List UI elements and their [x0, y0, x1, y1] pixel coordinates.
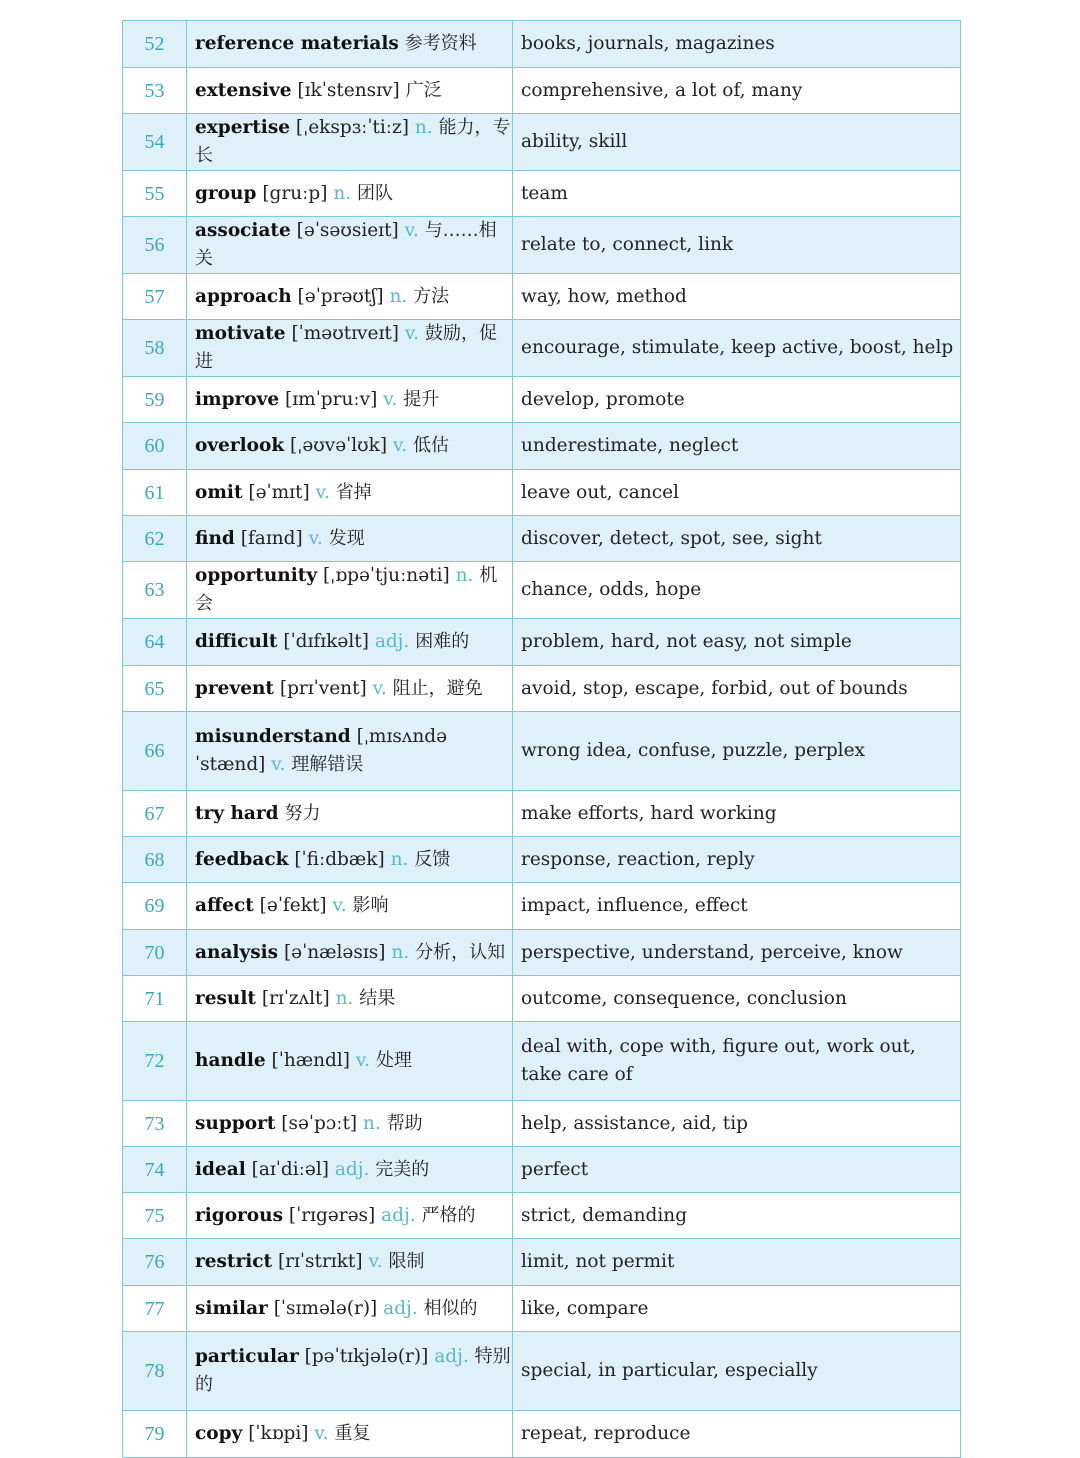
headword: affect: [195, 895, 254, 916]
headword: rigorous: [195, 1204, 284, 1226]
vocabulary-table-body: [123, 21, 961, 1458]
part-of-speech: n.: [363, 1112, 381, 1134]
synonyms-cell: relate to, connect, link: [513, 217, 961, 274]
headword: extensive: [195, 79, 292, 101]
headword: opportunity: [195, 565, 318, 586]
headword: reference materials: [195, 33, 399, 54]
chinese-meaning: 帮助: [386, 1112, 423, 1134]
word-cell: [187, 712, 513, 791]
synonyms-cell: books, journals, magazines: [513, 21, 961, 68]
table-row: [123, 883, 961, 930]
phonetic: [səˈpɔːt]: [281, 1112, 358, 1134]
table-row: [123, 470, 961, 516]
table-row: [123, 1332, 961, 1411]
synonyms-cell: comprehensive, a lot of, many: [513, 68, 961, 114]
part-of-speech: n.: [455, 565, 474, 586]
chinese-meaning: 发现: [328, 527, 365, 549]
row-number: 71: [123, 976, 187, 1022]
headword: similar: [195, 1297, 268, 1319]
phonetic: [əˈsəʊsieɪt]: [296, 220, 399, 241]
synonyms-cell: avoid, stop, escape, forbid, out of bounds: [513, 666, 961, 712]
vocabulary-table: [122, 20, 961, 1458]
word-cell: [187, 217, 513, 274]
word-cell: [187, 470, 513, 516]
phonetic: [əˈnæləsɪs]: [283, 941, 386, 963]
chinese-meaning: 机会: [195, 565, 498, 614]
phonetic: [ˌəʊvəˈlʊk]: [290, 435, 388, 456]
table-row: [123, 562, 961, 619]
synonyms-cell: problem, hard, not easy, not simple: [513, 619, 961, 666]
synonyms-cell: make efforts, hard working: [513, 791, 961, 837]
table-row: [123, 1239, 961, 1286]
table-row: [123, 516, 961, 562]
chinese-meaning: 努力: [284, 802, 321, 824]
table-row: [123, 791, 961, 837]
headword: omit: [195, 481, 243, 503]
table-row: [123, 68, 961, 114]
row-number: 63: [123, 562, 187, 619]
headword: feedback: [195, 848, 289, 870]
phonetic: [aɪˈdiːəl]: [251, 1158, 329, 1180]
synonyms-cell: perfect: [513, 1147, 961, 1193]
headword: support: [195, 1112, 276, 1134]
part-of-speech: v.: [383, 388, 398, 410]
headword: improve: [195, 388, 280, 410]
part-of-speech: adj.: [374, 631, 410, 652]
word-cell: [187, 1239, 513, 1286]
row-number: 79: [123, 1411, 187, 1458]
row-number: 76: [123, 1239, 187, 1286]
headword: motivate: [195, 323, 286, 344]
headword: associate: [195, 220, 291, 241]
phonetic: [ˌmɪsʌndəˈstænd]: [195, 726, 448, 775]
chinese-meaning: 反馈: [414, 848, 451, 870]
row-number: 64: [123, 619, 187, 666]
row-number: 65: [123, 666, 187, 712]
part-of-speech: adj.: [434, 1346, 469, 1367]
part-of-speech: adj.: [383, 1297, 418, 1319]
table-row: [123, 619, 961, 666]
row-number: 59: [123, 377, 187, 423]
phonetic: [rɪˈzʌlt]: [261, 987, 330, 1009]
synonyms-cell: strict, demanding: [513, 1193, 961, 1239]
row-number: 57: [123, 274, 187, 320]
word-cell: [187, 1022, 513, 1101]
headword: prevent: [195, 677, 274, 699]
part-of-speech: v.: [308, 527, 323, 549]
chinese-meaning: 广泛: [405, 79, 442, 101]
row-number: 62: [123, 516, 187, 562]
table-row: [123, 1022, 961, 1101]
row-number: 77: [123, 1286, 187, 1332]
word-cell: [187, 171, 513, 217]
word-cell: [187, 1286, 513, 1332]
headword: ideal: [195, 1158, 246, 1180]
headword: overlook: [195, 435, 285, 456]
table-row: [123, 1101, 961, 1147]
word-cell: [187, 976, 513, 1022]
phonetic: [ˈsɪmələ(r)]: [273, 1297, 378, 1319]
word-cell: [187, 930, 513, 976]
word-cell: [187, 516, 513, 562]
chinese-meaning: 鼓励，促进: [195, 323, 497, 372]
phonetic: [ˈhændl]: [271, 1050, 351, 1071]
vocabulary-sheet: [122, 20, 960, 1445]
phonetic: [ˈməʊtɪveɪt]: [291, 323, 400, 344]
synonyms-cell: ability, skill: [513, 114, 961, 171]
part-of-speech: v.: [315, 481, 330, 503]
chinese-meaning: 省掉: [335, 481, 372, 503]
part-of-speech: n.: [333, 182, 352, 204]
table-row: [123, 837, 961, 883]
word-cell: [187, 68, 513, 114]
chinese-meaning: 重复: [334, 1423, 371, 1444]
phonetic: [prɪˈvent]: [279, 677, 367, 699]
row-number: 52: [123, 21, 187, 68]
chinese-meaning: 与……相关: [195, 220, 497, 269]
part-of-speech: v.: [355, 1050, 371, 1071]
phonetic: [ˈfiːdbæk]: [294, 848, 385, 870]
synonyms-cell: limit, not permit: [513, 1239, 961, 1286]
synonyms-cell: perspective, understand, perceive, know: [513, 930, 961, 976]
synonyms-cell: repeat, reproduce: [513, 1411, 961, 1458]
headword: group: [195, 182, 257, 204]
headword: handle: [195, 1050, 266, 1071]
word-cell: [187, 1332, 513, 1411]
row-number: 70: [123, 930, 187, 976]
synonyms-cell: team: [513, 171, 961, 217]
part-of-speech: n.: [391, 941, 410, 963]
headword: difficult: [195, 631, 278, 652]
word-cell: [187, 619, 513, 666]
word-cell: [187, 1147, 513, 1193]
table-row: [123, 666, 961, 712]
synonyms-cell: underestimate, neglect: [513, 423, 961, 470]
phonetic: [ɪmˈpruːv]: [285, 388, 378, 410]
row-number: 66: [123, 712, 187, 791]
synonyms-cell: deal with, cope with, figure out, work out, take care of: [513, 1022, 961, 1101]
row-number: 75: [123, 1193, 187, 1239]
headword: copy: [195, 1423, 243, 1444]
chinese-meaning: 处理: [375, 1050, 412, 1071]
synonyms-cell: develop, promote: [513, 377, 961, 423]
table-row: [123, 930, 961, 976]
synonyms-cell: like, compare: [513, 1286, 961, 1332]
synonyms-cell: encourage, stimulate, keep active, boost, help: [513, 320, 961, 377]
row-number: 60: [123, 423, 187, 470]
table-row: [123, 712, 961, 791]
word-cell: [187, 377, 513, 423]
row-number: 55: [123, 171, 187, 217]
chinese-meaning: 影响: [352, 895, 389, 916]
headword: restrict: [195, 1251, 273, 1272]
word-cell: [187, 1411, 513, 1458]
chinese-meaning: 分析，认知: [415, 941, 506, 963]
part-of-speech: adj.: [334, 1158, 370, 1180]
phonetic: [rɪˈstrɪkt]: [277, 1251, 363, 1272]
table-row: [123, 1411, 961, 1458]
phonetic: [ˈkɒpi]: [248, 1423, 309, 1444]
chinese-meaning: 提升: [403, 388, 440, 410]
synonyms-cell: impact, influence, effect: [513, 883, 961, 930]
word-cell: [187, 1101, 513, 1147]
chinese-meaning: 严格的: [421, 1204, 476, 1226]
part-of-speech: adj.: [381, 1204, 416, 1226]
synonyms-cell: discover, detect, spot, see, sight: [513, 516, 961, 562]
phonetic: [ˈdɪfɪkəlt]: [283, 631, 369, 652]
row-number: 74: [123, 1147, 187, 1193]
word-cell: [187, 320, 513, 377]
part-of-speech: n.: [414, 117, 433, 138]
headword: misunderstand: [195, 726, 351, 747]
row-number: 61: [123, 470, 187, 516]
table-row: [123, 377, 961, 423]
chinese-meaning: 理解错误: [291, 754, 364, 775]
chinese-meaning: 低估: [412, 435, 449, 456]
part-of-speech: v.: [372, 677, 387, 699]
part-of-speech: v.: [314, 1423, 329, 1444]
phonetic: [əˈprəʊtʃ]: [297, 285, 384, 307]
table-row: [123, 1286, 961, 1332]
phonetic: [əˈfekt]: [259, 895, 327, 916]
part-of-speech: n.: [390, 848, 409, 870]
part-of-speech: n.: [335, 987, 354, 1009]
part-of-speech: v.: [392, 435, 408, 456]
headword: find: [195, 527, 235, 549]
chinese-meaning: 阻止，避免: [392, 677, 483, 699]
synonyms-cell: special, in particular, especially: [513, 1332, 961, 1411]
row-number: 73: [123, 1101, 187, 1147]
headword: analysis: [195, 941, 279, 963]
word-cell: [187, 837, 513, 883]
word-cell: [187, 423, 513, 470]
row-number: 69: [123, 883, 187, 930]
word-cell: [187, 274, 513, 320]
phonetic: [ɪkˈstensɪv]: [297, 79, 400, 101]
row-number: 53: [123, 68, 187, 114]
chinese-meaning: 相似的: [423, 1297, 478, 1319]
chinese-meaning: 结果: [359, 987, 396, 1009]
table-row: [123, 171, 961, 217]
phonetic: [gruːp]: [262, 182, 328, 204]
chinese-meaning: 完美的: [375, 1158, 430, 1180]
word-cell: [187, 883, 513, 930]
row-number: 68: [123, 837, 187, 883]
part-of-speech: v.: [368, 1251, 383, 1272]
table-row: [123, 21, 961, 68]
headword: approach: [195, 285, 292, 307]
table-row: [123, 1193, 961, 1239]
word-cell: [187, 114, 513, 171]
headword: particular: [195, 1346, 299, 1367]
phonetic: [ˌekspɜːˈtiːz]: [295, 117, 409, 138]
row-number: 56: [123, 217, 187, 274]
table-row: [123, 423, 961, 470]
chinese-meaning: 特别的: [195, 1346, 511, 1395]
headword: result: [195, 987, 256, 1009]
phonetic: [faɪnd]: [240, 527, 303, 549]
row-number: 67: [123, 791, 187, 837]
part-of-speech: v.: [404, 323, 420, 344]
phonetic: [ˌɒpəˈtjuːnəti]: [322, 565, 450, 586]
word-cell: [187, 791, 513, 837]
chinese-meaning: 能力，专长: [195, 117, 511, 166]
synonyms-cell: response, reaction, reply: [513, 837, 961, 883]
part-of-speech: v.: [271, 754, 286, 775]
row-number: 78: [123, 1332, 187, 1411]
word-cell: [187, 666, 513, 712]
table-row: [123, 274, 961, 320]
synonyms-cell: chance, odds, hope: [513, 562, 961, 619]
headword: try hard: [195, 802, 279, 824]
chinese-meaning: 方法: [413, 285, 450, 307]
table-row: [123, 976, 961, 1022]
chinese-meaning: 限制: [388, 1251, 425, 1272]
synonyms-cell: way, how, method: [513, 274, 961, 320]
part-of-speech: v.: [332, 895, 347, 916]
row-number: 58: [123, 320, 187, 377]
word-cell: [187, 1193, 513, 1239]
part-of-speech: n.: [389, 285, 408, 307]
phonetic: [əˈmɪt]: [248, 481, 310, 503]
row-number: 54: [123, 114, 187, 171]
phonetic: [ˈrɪgərəs]: [288, 1204, 376, 1226]
part-of-speech: v.: [404, 220, 419, 241]
table-row: [123, 217, 961, 274]
table-row: [123, 320, 961, 377]
synonyms-cell: outcome, consequence, conclusion: [513, 976, 961, 1022]
chinese-meaning: 困难的: [415, 631, 470, 652]
synonyms-cell: help, assistance, aid, tip: [513, 1101, 961, 1147]
word-cell: [187, 21, 513, 68]
word-cell: [187, 562, 513, 619]
chinese-meaning: 团队: [357, 182, 394, 204]
headword: expertise: [195, 117, 291, 138]
synonyms-cell: leave out, cancel: [513, 470, 961, 516]
chinese-meaning: 参考资料: [404, 33, 477, 54]
table-row: [123, 114, 961, 171]
table-row: [123, 1147, 961, 1193]
synonyms-cell: wrong idea, confuse, puzzle, perplex: [513, 712, 961, 791]
row-number: 72: [123, 1022, 187, 1101]
phonetic: [pəˈtɪkjələ(r)]: [304, 1346, 429, 1367]
